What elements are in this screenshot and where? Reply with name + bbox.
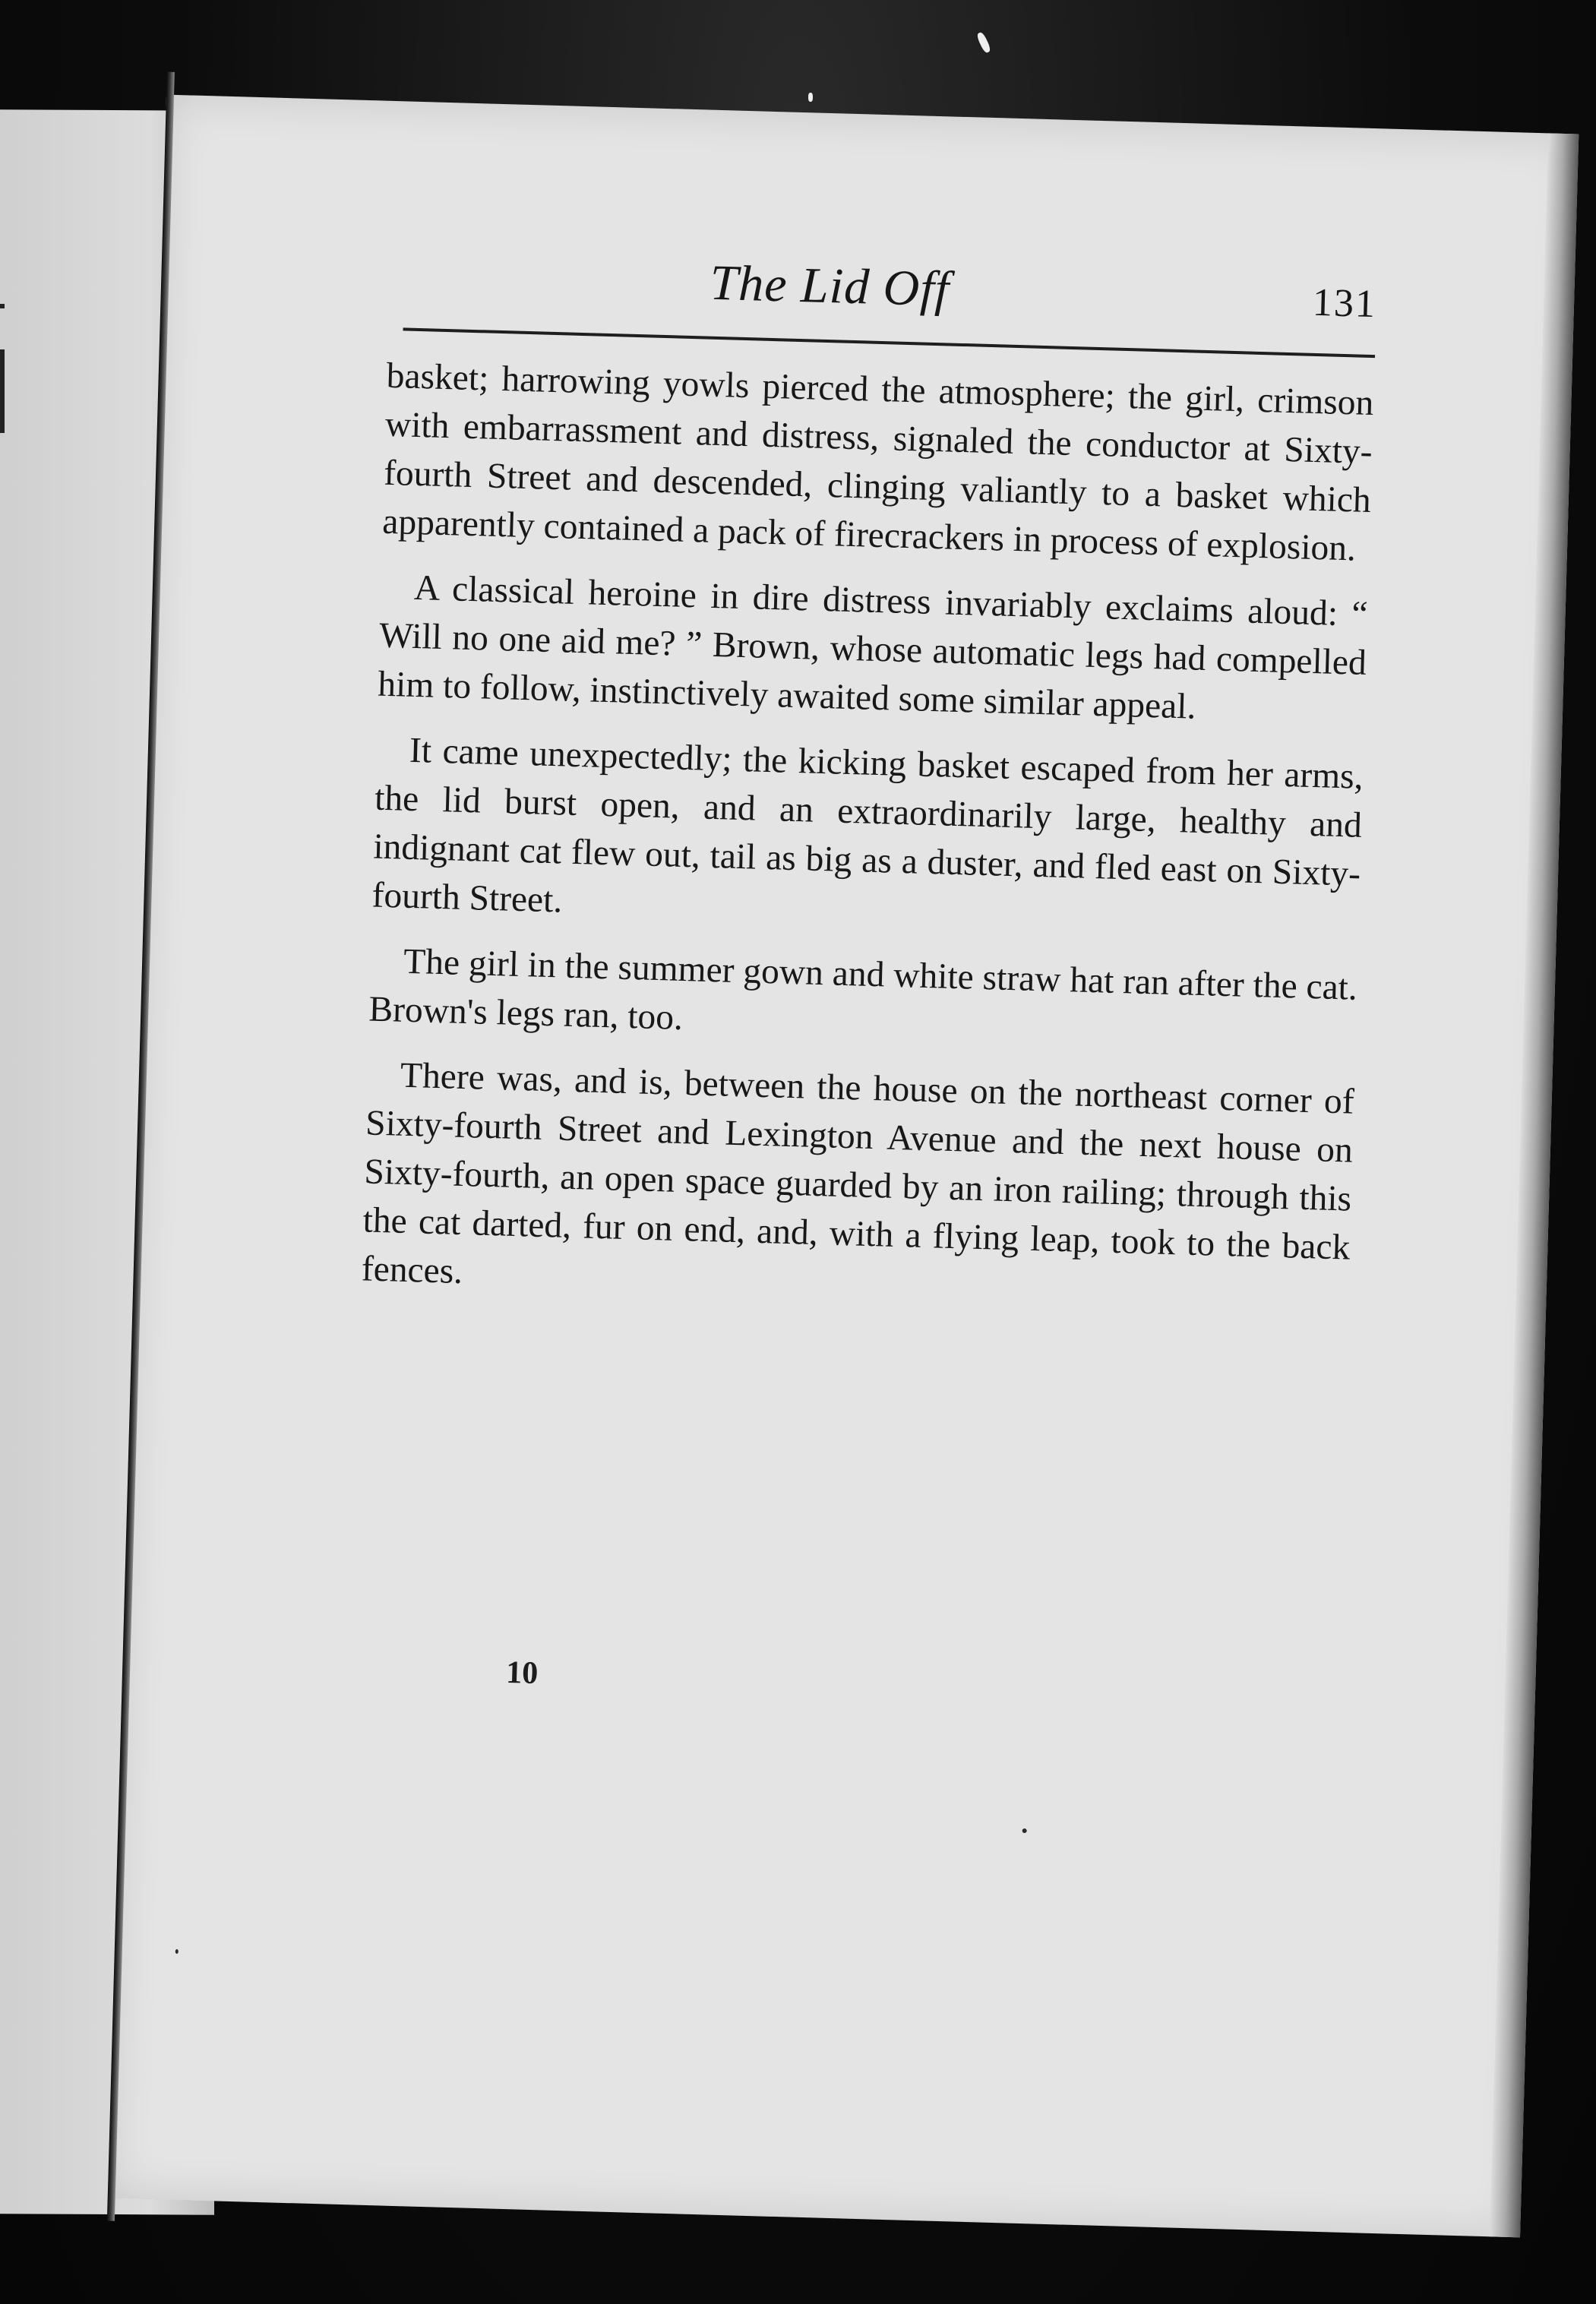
header-rule	[403, 327, 1375, 358]
signature-mark: 10	[505, 1655, 539, 1692]
book-page	[108, 95, 1579, 2238]
facing-page-marks	[0, 304, 5, 433]
paragraph: The girl in the summer gown and white straw hat ran after the cat. Brown's legs ran, too.	[368, 941, 1358, 1038]
scan-artifact-mark	[808, 93, 813, 102]
running-header	[403, 245, 1377, 364]
page-number: 131	[1312, 280, 1377, 327]
running-title: The Lid Off	[709, 254, 950, 318]
paragraph: A classical heroine in dire distress invariably exclaims aloud: “ Will no one aid me? ” Brown, whose automatic legs had compelled him to follow, instinctively awaited some similar appeal.	[377, 567, 1369, 727]
paragraph: basket; harrowing yowls pierced the atmosphere; the girl, crimson with embarrassment and distress, signaled the conductor at Sixty-fourth Street and descended, clinging valiantly to a basket which apparently contained a pack of firecrackers in process of explosion.	[381, 356, 1375, 569]
body-text	[360, 352, 1374, 1338]
paragraph: It came unexpectedly; the kicking basket escaped from her arms, the lid burst open, and an extraordinarily large, healthy and indignant cat flew out, tail as big as a duster, and fled east on Sixty-fourth Street.	[371, 730, 1364, 921]
paragraph: There was, and is, between the house on the northeast corner of Sixty-fourth Street and Lexington Avenue and the next house on Sixty-fourth, an open space guarded by an iron railing; through this the cat darted, fur on end, and, with a flying leap, took to the back fences.	[361, 1055, 1355, 1292]
